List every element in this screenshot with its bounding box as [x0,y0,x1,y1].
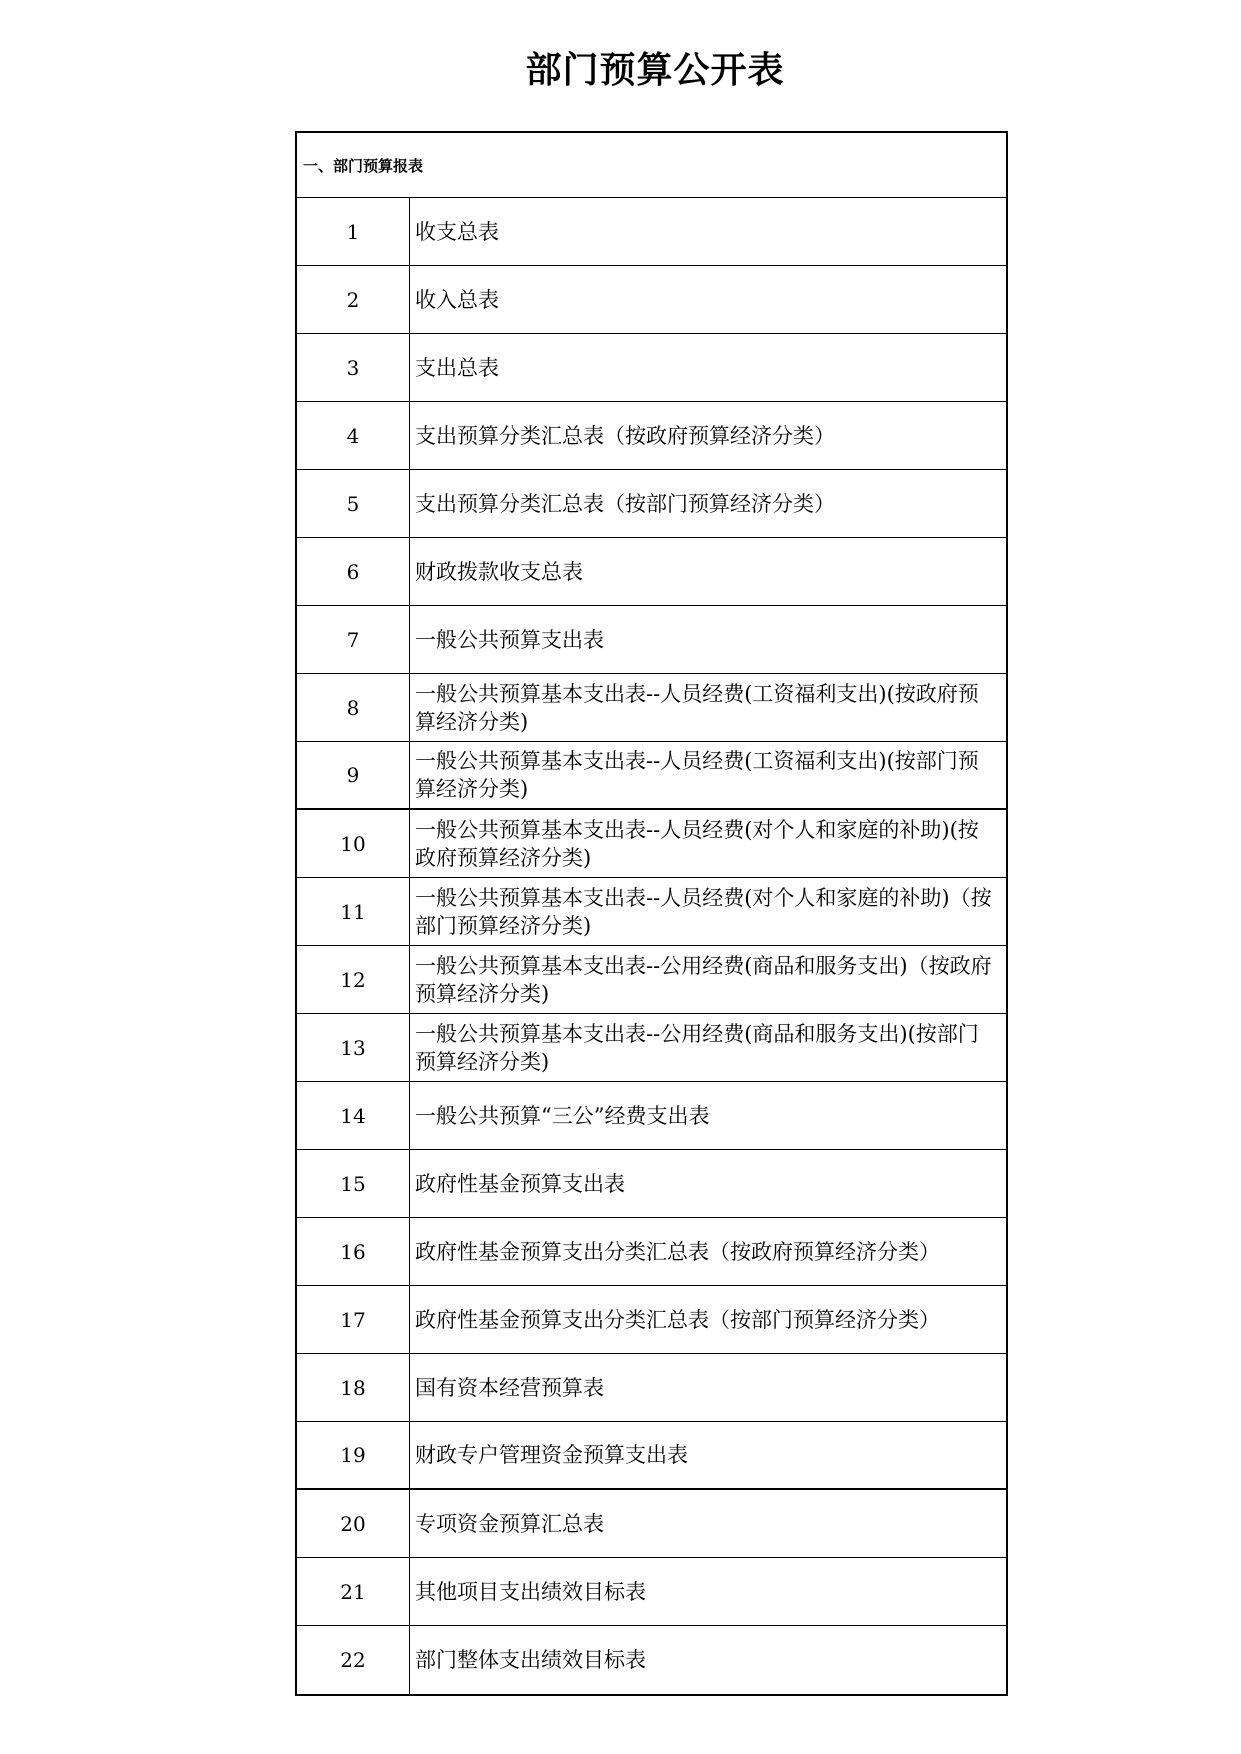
row-number: 9 [297,742,410,808]
row-number: 6 [297,538,410,605]
table-row [297,402,1006,470]
report-name: 部门整体支出绩效目标表 [415,1648,646,1672]
row-number: 5 [297,470,410,537]
row-number: 15 [297,1150,410,1217]
report-name: 一般公共预算基本支出表--人员经费(对个人和家庭的补助)（按部门预算经济分类) [415,885,992,938]
report-name: 政府性基金预算支出分类汇总表（按政府预算经济分类） [415,1239,940,1264]
row-number: 22 [297,1626,410,1694]
report-name: 一般公共预算基本支出表--人员经费(工资福利支出)(按政府预算经济分类) [415,681,979,734]
report-name: 收入总表 [415,287,499,312]
report-name: 一般公共预算“三公”经费支出表 [415,1103,710,1128]
row-number: 1 [297,198,410,265]
report-name: 一般公共预算基本支出表--公用经费(商品和服务支出)(按部门预算经济分类) [415,1021,979,1074]
table-row [297,1218,1006,1286]
table-row [297,1150,1006,1218]
row-number: 4 [297,402,410,469]
report-name: 支出预算分类汇总表（按政府预算经济分类） [415,423,835,448]
row-number: 14 [297,1082,410,1149]
report-name: 政府性基金预算支出表 [415,1171,625,1196]
row-number: 18 [297,1354,410,1421]
table-row [297,674,1006,742]
row-number: 8 [297,674,410,741]
report-name: 财政专户管理资金预算支出表 [415,1443,688,1467]
row-number: 21 [297,1558,410,1625]
row-number: 16 [297,1218,410,1285]
report-name: 国有资本经营预算表 [415,1375,604,1400]
table-row [297,198,1006,266]
table-row [297,266,1006,334]
report-name: 财政拨款收支总表 [415,559,583,584]
table-row [297,742,1006,810]
table-row [297,1558,1006,1626]
table-row [297,1626,1006,1694]
section-header: 一、部门预算报表 [297,133,1006,198]
table-row [297,946,1006,1014]
row-number: 11 [297,878,410,945]
row-number: 20 [297,1490,410,1557]
table-row [297,606,1006,674]
report-name: 政府性基金预算支出分类汇总表（按部门预算经济分类） [415,1307,940,1332]
report-name: 其他项目支出绩效目标表 [415,1579,646,1604]
report-name: 一般公共预算基本支出表--人员经费(工资福利支出)(按部门预算经济分类) [415,749,979,801]
row-number: 2 [297,266,410,333]
report-name: 支出预算分类汇总表（按部门预算经济分类） [415,491,835,516]
row-number: 17 [297,1286,410,1353]
report-name: 一般公共预算基本支出表--公用经费(商品和服务支出)（按政府预算经济分类) [415,953,992,1006]
row-number: 10 [297,810,410,877]
row-number: 3 [297,334,410,401]
report-table [295,131,1008,1696]
report-name: 一般公共预算支出表 [415,627,604,652]
report-name: 收支总表 [415,219,499,244]
table-row [297,1490,1006,1558]
table-row [297,1354,1006,1422]
table-row [297,1286,1006,1354]
row-number: 19 [297,1422,410,1488]
table-row [297,1082,1006,1150]
table-row [297,1422,1006,1490]
row-number: 13 [297,1014,410,1081]
report-name: 专项资金预算汇总表 [415,1511,604,1536]
row-number: 7 [297,606,410,673]
row-number: 12 [297,946,410,1013]
table-row [297,538,1006,606]
table-row [297,878,1006,946]
table-row [297,334,1006,402]
report-name: 支出总表 [415,355,499,380]
page-title: 部门预算公开表 [525,50,785,91]
table-row [297,810,1006,878]
table-row [297,1014,1006,1082]
report-name: 一般公共预算基本支出表--人员经费(对个人和家庭的补助)(按政府预算经济分类) [415,817,979,870]
table-row [297,470,1006,538]
